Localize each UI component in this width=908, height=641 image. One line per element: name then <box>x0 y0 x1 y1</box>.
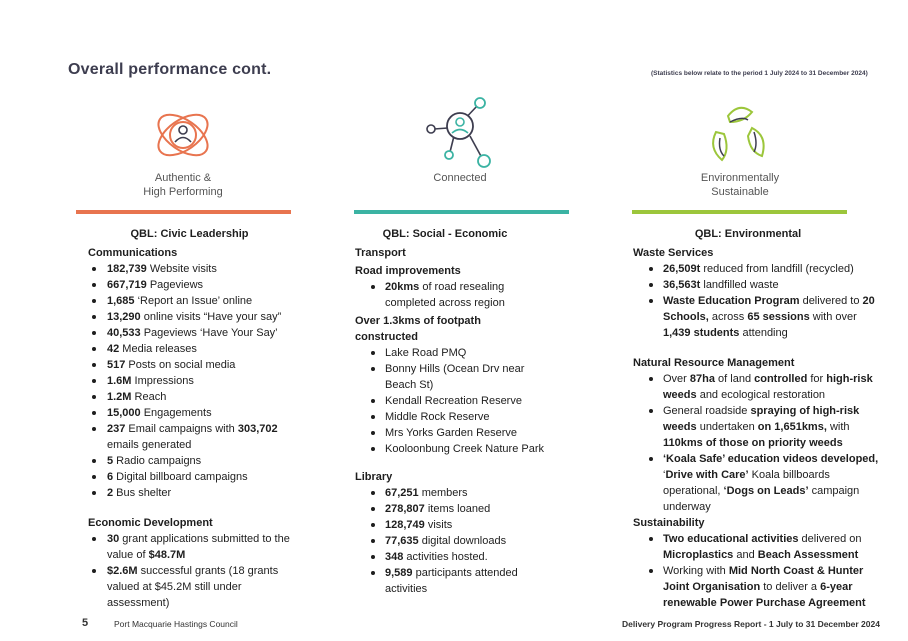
footpath-list <box>355 345 545 457</box>
list-item: 517 Posts on social media <box>88 357 303 373</box>
list-item: 348 activities hosted. <box>355 549 545 565</box>
road-list <box>355 279 545 311</box>
road-improvements-title: Road improvements <box>355 265 461 277</box>
list-item: 77,635 digital downloads <box>355 533 545 549</box>
list-item: 182,739 Website visits <box>88 261 303 277</box>
waste-list <box>633 261 883 341</box>
waste-services-title: Waste Services <box>633 247 714 259</box>
transport-title: Transport <box>355 247 406 259</box>
nrm-list <box>633 371 883 515</box>
list-item: Over 87ha of land controlled for high-risk weeds and ecological restoration <box>633 371 883 403</box>
pillar-connected-label: Connected <box>433 172 487 184</box>
list-item: 1,685 ‘Report an Issue’ online <box>88 293 303 309</box>
list-item: 1.6M Impressions <box>88 373 303 389</box>
list-item: 5 Radio campaigns <box>88 453 303 469</box>
environmental-heading: QBL: Environmental <box>694 228 802 240</box>
period-note: (Statistics below relate to the period 1 July 2024 to 31 December 2024) <box>651 70 868 77</box>
nrm-title: Natural Resource Management <box>633 357 795 369</box>
list-item: 1.2M Reach <box>88 389 303 405</box>
env-accent-bar <box>632 210 847 214</box>
list-item: 40,533 Pageviews ‘Have Your Say’ <box>88 325 303 341</box>
list-item: 13,290 online visits “Have your say” <box>88 309 303 325</box>
list-item: Kooloonbung Creek Nature Park <box>355 441 545 457</box>
list-item: 26,509t reduced from landfill (recycled) <box>633 261 883 277</box>
list-item: 2 Bus shelter <box>88 485 303 501</box>
sustainability-list <box>633 531 883 611</box>
civic-column <box>88 226 303 611</box>
list-item: 6 Digital billboard campaigns <box>88 469 303 485</box>
social-column <box>355 226 545 597</box>
list-item: 667,719 Pageviews <box>88 277 303 293</box>
library-list <box>355 485 545 597</box>
list-item: Two educational activities delivered on Microplastics and Beach Assessment <box>633 531 883 563</box>
list-item: 67,251 members <box>355 485 545 501</box>
communications-list <box>88 261 303 501</box>
list-item: 36,563t landfilled waste <box>633 277 883 293</box>
footpath-title: Over 1.3kms of footpath constructed <box>355 315 481 343</box>
environmental-column <box>633 226 883 611</box>
list-item: Kendall Recreation Reserve <box>355 393 545 409</box>
list-item: 237 Email campaigns with 303,702 emails generated <box>88 421 303 453</box>
authentic-high-performing-icon <box>152 104 214 171</box>
list-item: 30 grant applications submitted to the value of $48.7M <box>88 531 303 563</box>
footer-council: Port Macquarie Hastings Council <box>114 619 238 629</box>
library-title: Library <box>355 471 393 483</box>
list-item: 9,589 participants attended activities <box>355 565 545 597</box>
connected-network-icon <box>424 96 496 175</box>
list-item: 278,807 items loaned <box>355 501 545 517</box>
pillar-authentic-label: Authentic & High Performing <box>143 172 223 198</box>
list-item: ‘Koala Safe’ education videos developed, ‘Drive with Care’ Koala billboards operational, ‘Dogs on Leads’ campaign underway <box>633 451 883 515</box>
list-item: Mrs Yorks Garden Reserve <box>355 425 545 441</box>
page-number: 5 <box>82 617 89 629</box>
list-item: 42 Media releases <box>88 341 303 357</box>
list-item: 15,000 Engagements <box>88 405 303 421</box>
civic-heading: QBL: Civic Leadership <box>130 228 249 240</box>
page-title: Overall performance cont. <box>68 61 272 78</box>
list-item: Waste Education Program delivered to 20 Schools, across 65 sessions with over 1,439 students attending <box>633 293 883 341</box>
recycle-leaves-icon <box>706 102 772 171</box>
economic-development-list <box>88 531 303 611</box>
economic-development-title: Economic Development <box>88 517 213 529</box>
social-heading: QBL: Social - Economic <box>382 228 508 240</box>
list-item: Bonny Hills (Ocean Drv near Beach St) <box>355 361 545 393</box>
civic-accent-bar <box>76 210 291 214</box>
sustainability-title: Sustainability <box>633 517 705 529</box>
footer-report-title: Delivery Program Progress Report - 1 July to 31 December 2024 <box>622 619 880 629</box>
list-item: 128,749 visits <box>355 517 545 533</box>
communications-title: Communications <box>88 247 178 259</box>
list-item: $2.6M successful grants (18 grants valued at $45.2M still under assessment) <box>88 563 303 611</box>
list-item: Lake Road PMQ <box>355 345 545 361</box>
list-item: Working with Mid North Coast & Hunter Joint Organisation to deliver a 6-year renewable Power Purchase Agreement <box>633 563 883 611</box>
social-accent-bar <box>354 210 569 214</box>
list-item: 20kms of road resealing completed across region <box>355 279 545 311</box>
pillar-environmental-label: Environmentally Sustainable <box>700 172 780 198</box>
list-item: Middle Rock Reserve <box>355 409 545 425</box>
list-item: General roadside spraying of high-risk weeds undertaken on 1,651kms, with 110kms of those on priority weeds <box>633 403 883 451</box>
